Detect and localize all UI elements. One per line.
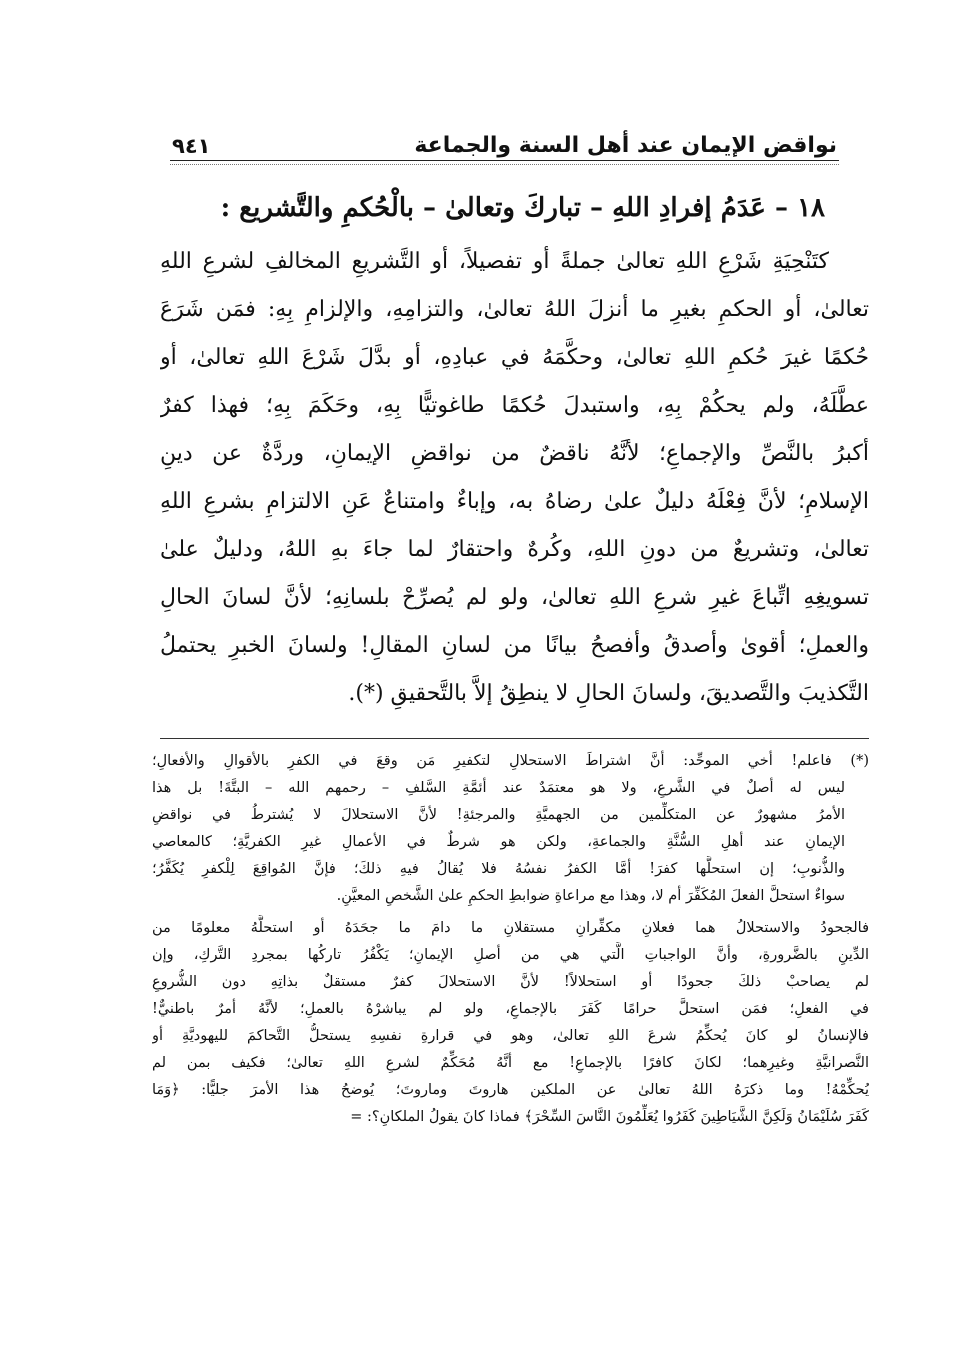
main-text-line: تعالىٰ، أو الحكمِ بغيرِ ما أنزلَ اللهُ تعالىٰ، والتزامِهِ، والإلزامِ بِهِ: فمَن شَرَعَ bbox=[160, 297, 869, 322]
footnote-line: الأمرُ مشهورٌ عن المتكلِّمين من الجهميَّةِ والمرجئةِ! لأنَّ الاستحلالَ لا يُشترطُ في نواقضِ bbox=[152, 807, 845, 823]
footnote-line: فالإنسانُ لو كانَ يُحكِّمُ شرعَ اللهِ تعالىٰ، وهو في قرارةِ نفسِهِ يستحلُّ التَّحاكمَ لليهوديَّةِ أو bbox=[152, 1028, 869, 1044]
main-text-line: عطَّلَهُ، ولم يحكُمْ بِهِ، واستبدلَ حُكمًا طاغوتيًّا بِهِ، وحَكَمَ بِهِ؛ فهذا كفرٌ bbox=[160, 393, 869, 418]
running-header bbox=[172, 118, 837, 158]
footnote-line: في الفعلِ؛ فمَن استحلَّ حرامًا كَفَرَ بالإجماعِ، ولو لم يباشرْهُ بالعملِ؛ لأنَّهُ أمرٌ باطنيٌّ! bbox=[152, 1001, 869, 1017]
footnote-line: سواءٌ استحلَّ الفعلَ المُكَفِّرَ أم لا، وهذا مع مراعاةِ ضوابطِ الحكمِ علىٰ الشَّخصِ المعيَّنِ. bbox=[336, 888, 845, 904]
footnote-divider bbox=[160, 738, 869, 739]
main-text-line: أكبرُ بالنَّصِّ والإجماعِ؛ لأنَّهُ ناقضٌ من نواقضِ الإيمانِ، وردَّةٌ عن دينِ bbox=[160, 441, 869, 466]
page-number: ٩٤١ bbox=[172, 134, 211, 158]
footnote-line: والذُّنوبِ؛ إن استحلَّها كفرَ! أمَّا الكفرُ نفسُهُ فلا يُقالُ فيهِ ذلكَ؛ فإنَّ المُواقِعَ لِلْكفرِ يُكَفَّرُ؛ bbox=[152, 861, 845, 877]
footnote-line: فالجحودُ والاستحلالُ هما فعلانِ مكفِّرانِ مستقلانِ ما دامَ ما جحَدَهُ أو استحلَّهُ معلومًا من bbox=[152, 920, 869, 936]
main-text-line: والعملِ؛ أقوىٰ وأصدقُ وأفصحُ بيانًا من لسانِ المقالِ! ولسانَ الخبرِ يحتملُ bbox=[160, 633, 869, 658]
header-divider bbox=[170, 160, 839, 161]
section-heading: ١٨ – عَدَمُ إفرادِ اللهِ – تباركَ وتعالىٰ – بالْحُكمِ والتَّشريع : bbox=[220, 193, 825, 223]
main-text-line: كتَنْحِيَةِ شَرْعِ اللهِ تعالىٰ جملةً أو تفصيلاً، أو التَّشريعِ المخالفِ لشرعِ اللهِ bbox=[160, 249, 829, 274]
footnote-line: الإيمانِ عند أهلِ السُّنَّةِ والجماعةِ، ولكن هو شرطٌ في الأعمالِ غيرِ الكفريَّةِ؛ كالمعاصي bbox=[152, 834, 845, 850]
footnote bbox=[152, 748, 869, 1238]
main-text-line: التَّكذيبَ والتَّصديقَ، ولسانَ الحالِ لا ينطِقُ إلاَّ بالتَّحقيقِ (*). bbox=[348, 681, 869, 706]
header-divider-dotted bbox=[170, 164, 839, 165]
main-text-line: تسويغِهِ اتِّباعَ غيرِ شرعِ اللهِ تعالىٰ، ولو لم يُصرِّحْ بلسانِهِ؛ لأنَّ لسانَ الحالِ bbox=[160, 585, 869, 610]
footnote-line: يُحكِّمْهُ! وما ذكرَهُ اللهُ تعالىٰ عن الملكين هاروتَ وماروتَ؛ يُوضحُ هذا الأمرَ جليًّا: ﴿وَمَا bbox=[152, 1082, 869, 1098]
main-text-line: حُكمًا غيرَ حُكمِ اللهِ تعالىٰ، وحكَّمَهُ في عبادِهِ، أو بدَّلَ شَرْعَ اللهِ تعالىٰ، أو bbox=[160, 345, 869, 370]
footnote-line: الدِّينِ بالضَّرورةِ، وأنَّ الواجباتِ الَّتي هي من أصلِ الإيمانِ؛ يَكْفُرُ تاركُها بمجردِ التَّركِ، وإن bbox=[152, 947, 869, 963]
footnote-line: ليس له أصلٌ في الشَّرعِ، ولا هو معتمَدٌ عند أئمَّةِ السَّلفِ – رحمهم الله – البتَّةَ! بل هذا bbox=[152, 780, 845, 796]
main-text-line: الإسلامِ؛ لأنَّ فِعْلَهُ دليلٌ علىٰ رضاهُ به، وإباءٌ وامتناعٌ عَنِ الالتزامِ بشرعِ اللهِ bbox=[160, 489, 869, 514]
footnote-line: النَّصرانيَّةِ وغيرِهما؛ لكانَ كافرًا بالإجماعِ! مع أنَّهُ مُحَكِّمٌ لشرعِ اللهِ تعالىٰ؛ فكيف بمن لم bbox=[152, 1055, 869, 1071]
running-header-title: نواقض الإيمان عند أهل السنة والجماعة bbox=[414, 133, 837, 158]
main-text-line: تعالىٰ، وتشريعٌ من دونِ اللهِ، وكُرهٌ واحتقارٌ لما جاءَ بهِ اللهُ، ودليلٌ علىٰ bbox=[160, 537, 869, 562]
footnote-line: (*) فاعلم! أخي الموحِّد: أنَّ اشتراطَ الاستحلالِ لتكفيرِ مَن وقعَ في الكفرِ بالأقوالِ والأفعالِ؛ bbox=[152, 753, 869, 769]
footnote-line: لم يصاحبْ ذلكَ جحودًا أو استحلالاً! لأنَّ الاستحلالَ كفرٌ مستقلٌ بذاتِهِ دون الشُّروعِ bbox=[152, 974, 869, 990]
footnote-line: كَفَرَ سُلَيْمَانُ وَلَكِنَّ الشَّيَاطِينَ كَفَرُوا يُعَلِّمُونَ النَّاسَ السِّحْرَ﴾ فماذا كانَ يقولُ الملكانِ؟: = bbox=[350, 1109, 869, 1125]
main-text bbox=[160, 238, 869, 720]
